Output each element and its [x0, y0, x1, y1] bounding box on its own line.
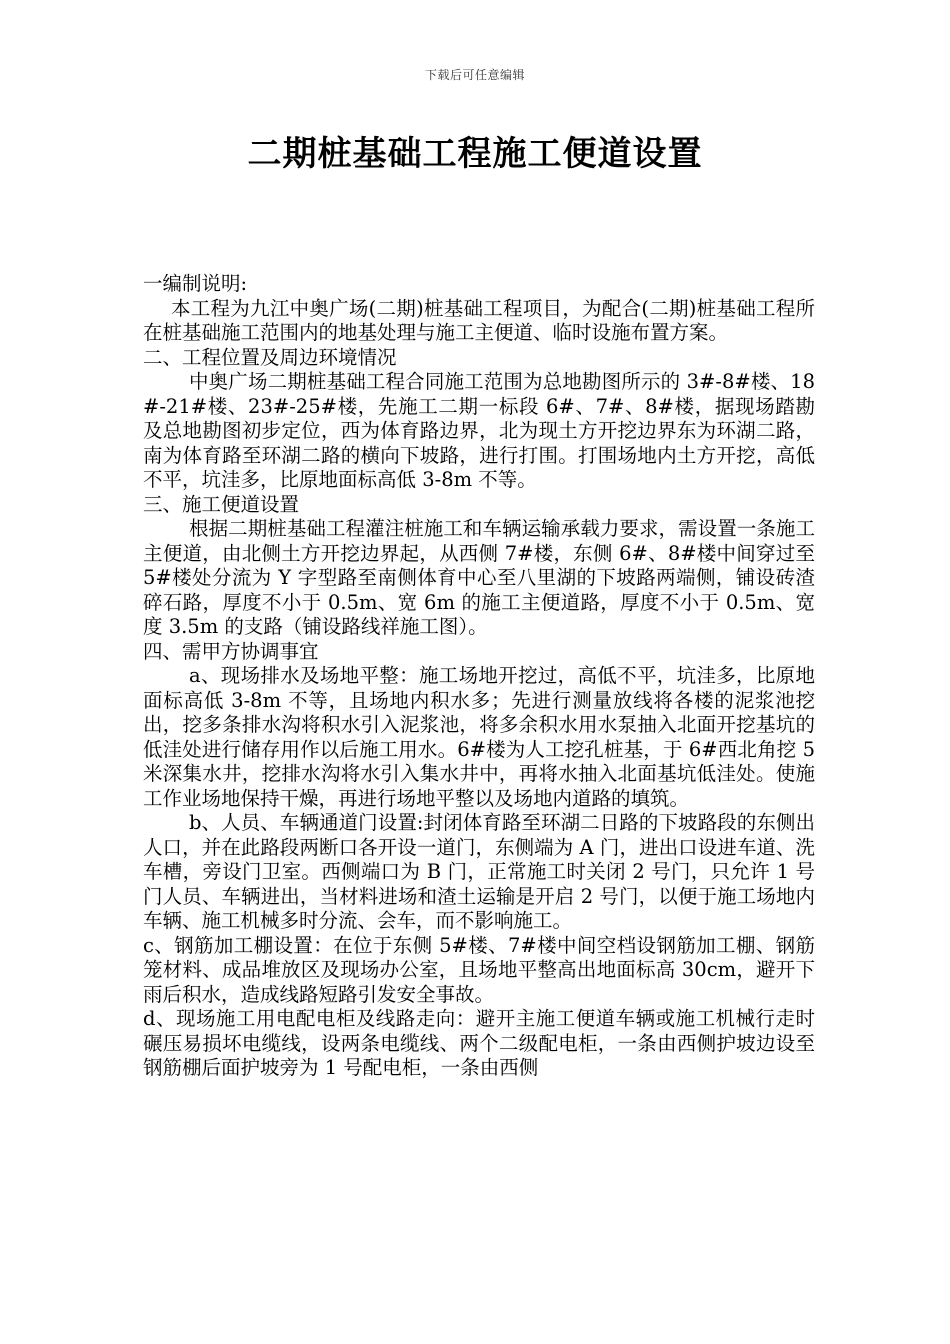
section-heading-3: 三、施工便道设置: [143, 492, 300, 516]
paragraph-item-a: a、现场排水及场地平整：施工场地开挖过，高低不平，坑洼多，比原地面标高低 3-8m 不等，且场地内积水多；先进行测量放线将各楼的泥浆池挖出，挖多条排水沟将积水引入泥浆池，将多余积水用水泵抽入北面开挖基坑的低洼处进行储存用作以后施工用水。6#楼为人工挖孔桩基，于 6#西北角挖 5 米深集水井，挖排水沟将水引入集水井中，再将水抽入北面基坑低洼处。使施工作业场地保持干燥，再进行场地平整以及场地内道路的填筑。: [143, 664, 815, 810]
document-title: 二期桩基础工程施工便道设置: [247, 134, 703, 174]
paragraph-item-d: d、现场施工用电配电柜及线路走向：避开主施工便道车辆或施工机械行走时碾压易损坏电缆线，设两条电缆线、两个二级配电柜，一条由西侧护坡边设至钢筋棚后面护坡旁为 1 号配电柜，一条由西侧: [143, 1007, 815, 1079]
header-note: 下载后可任意编辑: [424, 68, 525, 82]
paragraph-item-b: b、人员、车辆通道门设置:封闭体育路至环湖二日路的下坡路段的东侧出人口，并在此路段两断口各开设一道门，东侧端为 A 门，进出口设进车道、洗车槽，旁设门卫室。西侧端口为 B 门，正常施工时关闭 2 号门，只允许 1 号门人员、车辆进出，当材料进场和渣土运输是开启 2 号门，以便于施工场地内车辆、施工机械多时分流、会车，而不影响施工。: [143, 811, 815, 932]
paragraph-intro: 本工程为九江中奥广场(二期)桩基础工程项目，为配合(二期)桩基础工程所在桩基础施工范围内的地基处理与施工主便道、临时设施布置方案。: [143, 296, 815, 344]
paragraph-road-setup: 根据二期桩基础工程灌注桩施工和车辆运输承载力要求，需设置一条施工主便道，由北侧土方开挖边界起，从西侧 7#楼，东侧 6#、8#楼中间穿过至 5#楼处分流为 Y 字型路至南侧体育中心至八里湖的下坡路两端侧，铺设砖渣碎石路，厚度不小于 0.5m、宽 6m 的施工主便道路，厚度不小于 0.5m、宽度 3.5m 的支路（铺设路线祥施工图）。: [143, 517, 815, 638]
paragraph-location: 中奥广场二期桩基础工程合同施工范围为总地勘图所示的 3#-8#楼、18#-21#楼、23#-25#楼，先施工二期一标段 6#、7#、8#楼，据现场踏勘及总地勘图初步定位，西为体育路边界，北为现土方开挖边界东为环湖二路，南为体育路至环湖二路的横向下坡路，进行打围。打围场地内土方开挖，高低不平，坑洼多，比原地面标高低 3-8m 不等。: [143, 370, 815, 491]
paragraph-item-c: c、钢筋加工棚设置：在位于东侧 5#楼、7#楼中间空档设钢筋加工棚、钢筋笼材料、成品堆放区及现场办公室，且场地平整高出地面标高 30cm，避开下雨后积水，造成线路短路引发安全事故。: [143, 933, 815, 1006]
section-heading-4: 四、需甲方协调事宜: [143, 639, 319, 663]
section-heading-1: 一编制说明:: [143, 272, 248, 295]
section-heading-2: 二、工程位置及周边环境情况: [143, 345, 397, 369]
document-body: [143, 272, 815, 1081]
